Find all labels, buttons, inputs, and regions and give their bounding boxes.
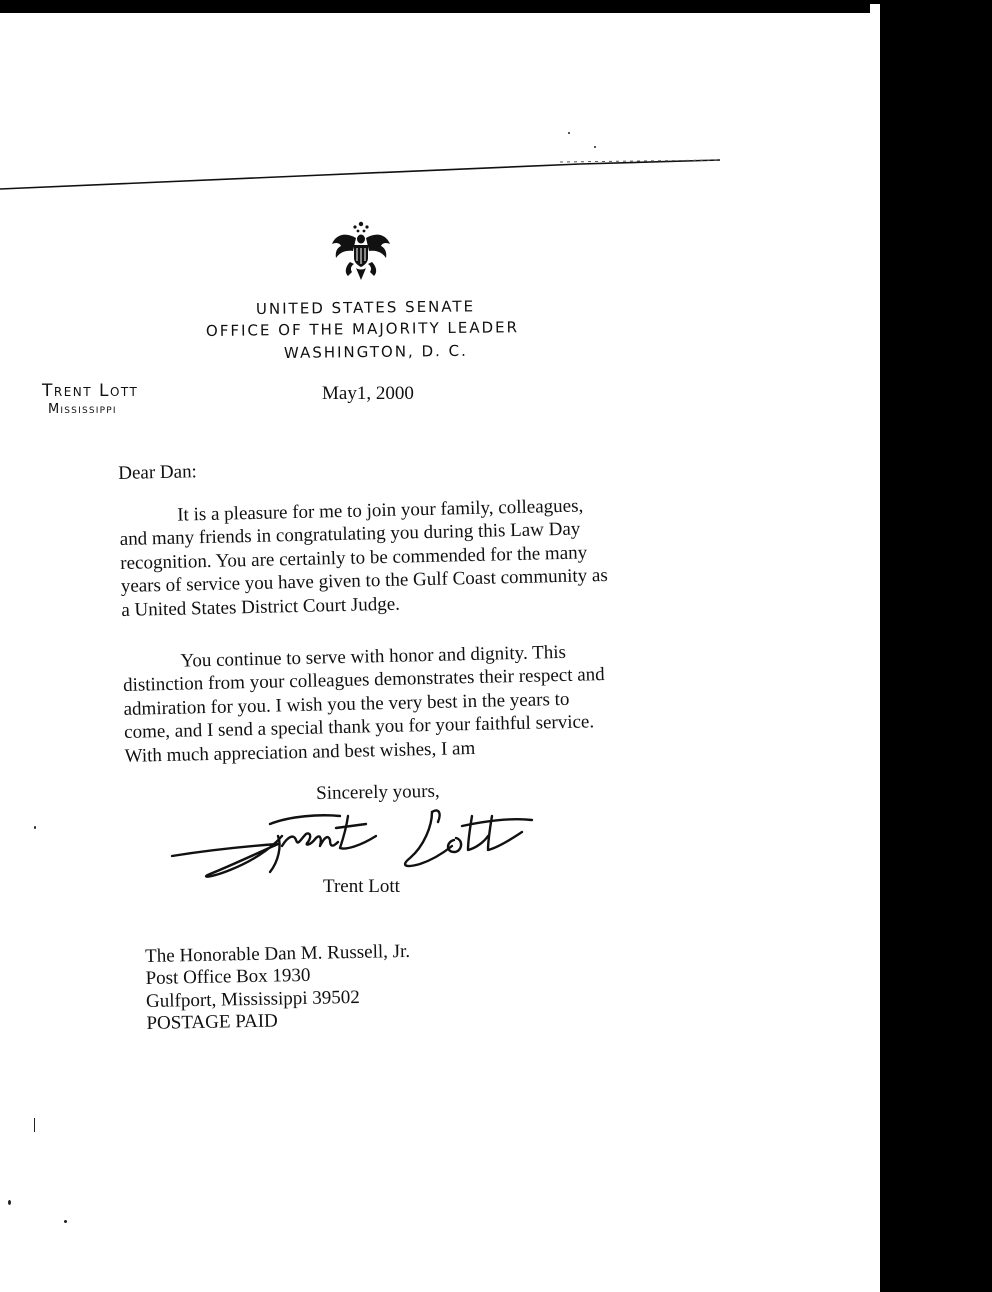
letterhead-city: WASHINGTON, D. C. [283,341,468,362]
signer-name: Trent Lott [323,876,400,897]
closing: Sincerely yours, [316,780,440,804]
letter-body [118,450,665,769]
sender-state: Mississippi [48,402,117,417]
senate-seal-icon [326,218,396,288]
sender-name: Trent Lott [42,381,139,401]
scan-speck [568,132,570,134]
address-line: The Honorable Dan M. Russell, Jr. [145,940,411,967]
body-line: years of service you have given to the Gulf Coast community as [120,565,608,598]
body-line: You continue to serve with honor and dignity. This [180,641,567,672]
letterhead-senate: UNITED STATES SENATE [255,297,476,318]
body-line: a United States District Court Judge. [121,593,401,621]
address-line: Gulfport, Mississippi 39502 [145,986,361,1012]
scan-speck [8,1200,11,1205]
body-line: With much appreciation and best wishes, I am [124,737,476,767]
address-line: POSTAGE PAID [146,1010,279,1035]
recipient-address [145,941,412,1036]
letterhead-office: OFFICE OF THE MAJORITY LEADER [205,318,520,340]
letter-date: May1, 2000 [322,383,414,404]
scan-right-border [880,0,992,1292]
salutation: Dear Dan: [118,461,198,484]
body-line: It is a pleasure for me to join your family, colleagues, [176,495,584,526]
body-line: admiration for you. I wish you the very best in the years to [123,688,570,720]
scan-speck [34,826,36,829]
scan-speck [64,1220,67,1223]
scan-speck [594,146,596,148]
body-line: and many friends in congratulating you during this Law Day [119,518,581,551]
paper-fold-line [0,0,880,200]
scan-speck [34,1118,35,1132]
body-line: come, and I send a special thank you for your faithful service. [123,711,595,744]
body-line: distinction from your colleagues demonstrates their respect and [122,664,605,697]
body-line: recognition. You are certainly to be commended for the many [120,542,588,574]
body-paragraph [119,492,662,622]
body-paragraph [122,638,665,768]
address-line: Post Office Box 1930 [145,965,311,990]
